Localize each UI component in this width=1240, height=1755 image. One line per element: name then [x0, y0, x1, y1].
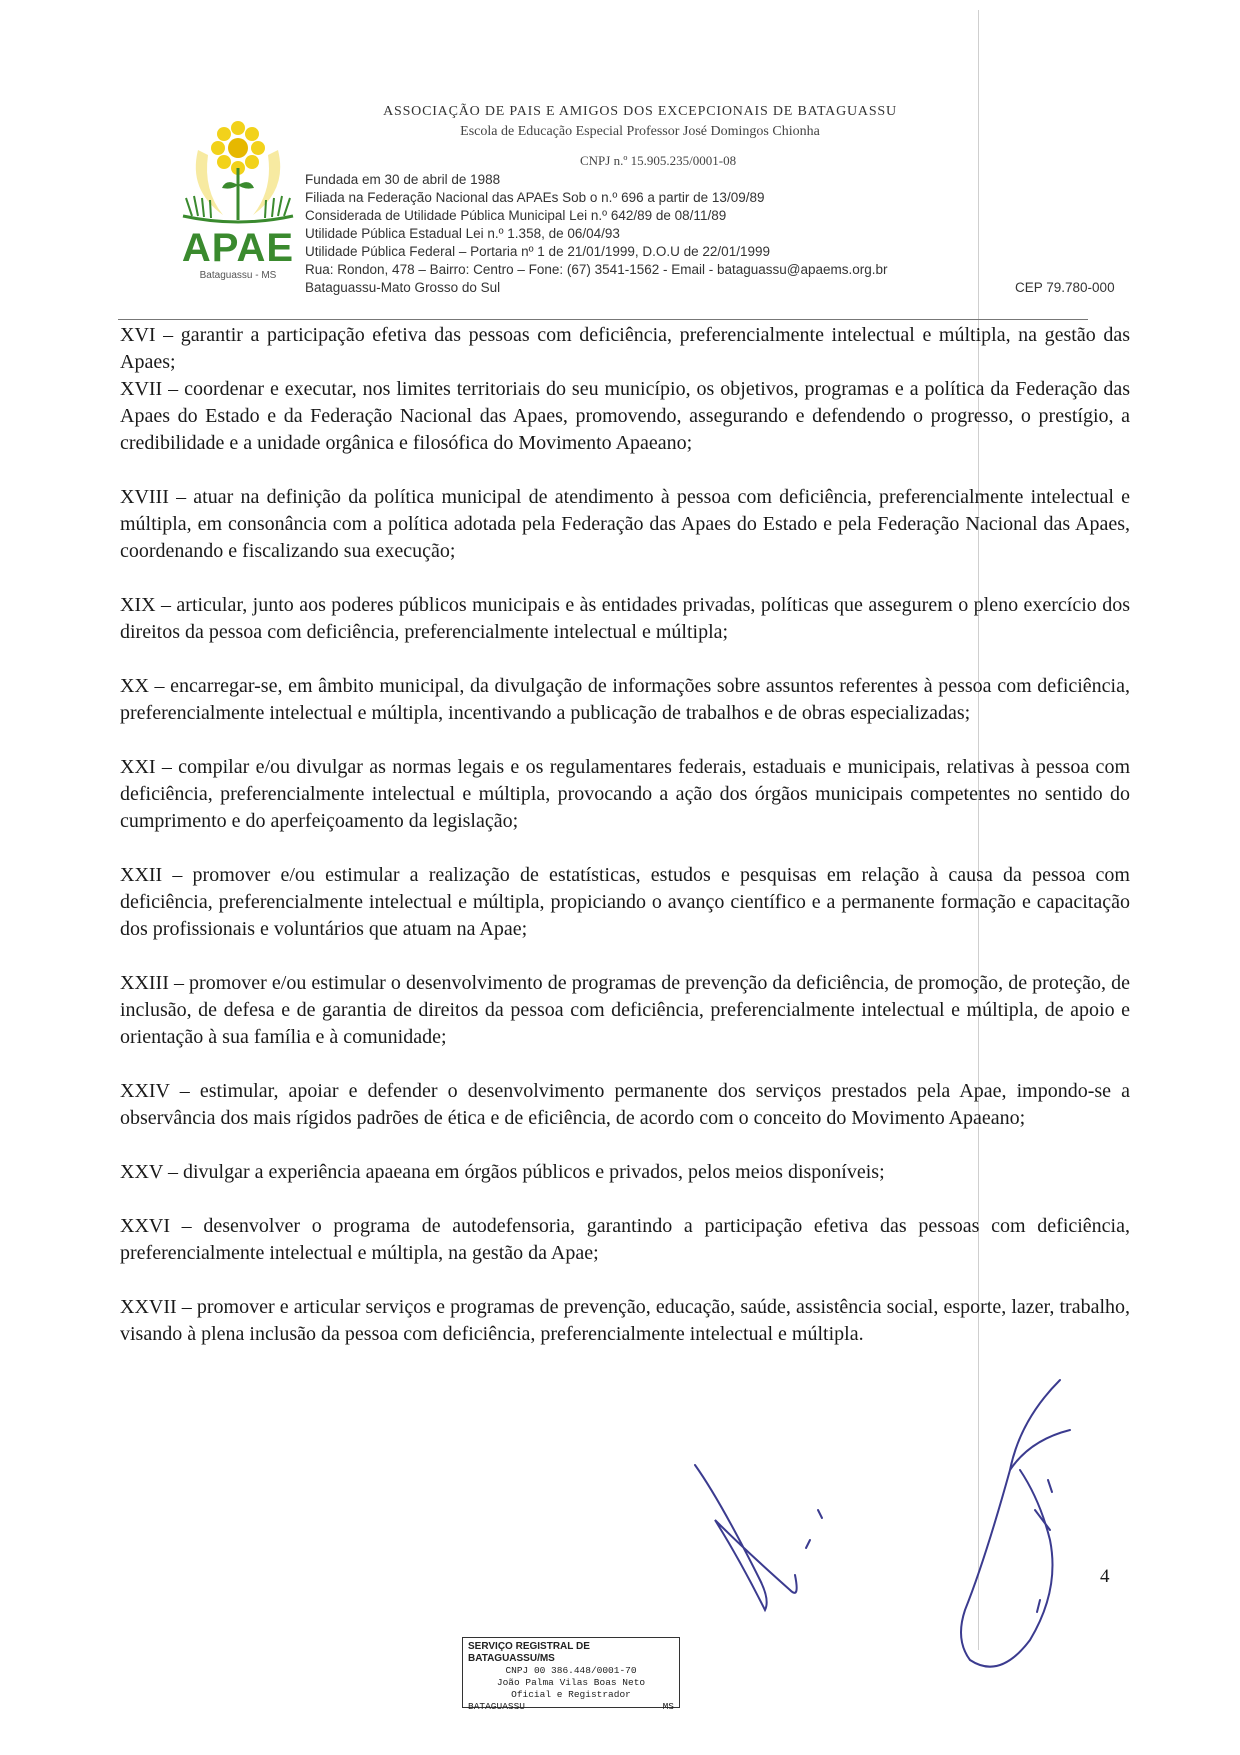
- paragraph-xix: XIX – articular, junto aos poderes públicos municipais e às entidades privadas, políticas que assegurem o pleno exercício dos direitos da pessoa com deficiência, preferencialmente intelectual e múltipla;: [120, 594, 1130, 643]
- info-line: Rua: Rondon, 478 – Bairro: Centro – Fone: (67) 3541-1562 - Email - bataguassu@apaems.org.br: [305, 262, 888, 277]
- paragraph-xxiii: XXIII – promover e/ou estimular o desenvolvimento de programas de prevenção da deficiência, de promoção, de proteção, de inclusão, de defesa e de garantia de direitos da pessoa com deficiência, preferencialmente intelectual e múltipla, de apoio e orientação à sua família e à comunidade;: [120, 972, 1130, 1048]
- cep: CEP 79.780-000: [1015, 280, 1115, 295]
- apae-logo: [178, 120, 298, 288]
- school-name: Escola de Educação Especial Professor José Domingos Chionha: [460, 124, 820, 139]
- city-line: [305, 279, 1115, 297]
- stamp-role: Oficial e Registrador: [511, 1689, 631, 1700]
- paragraph-xxii: XXII – promover e/ou estimular a realização de estatísticas, estudos e pesquisas em relação à causa da pessoa com deficiência, preferencialmente intelectual e múltipla, propiciando o avanço científico e a permanente formação e capacitação dos profissionais e voluntários que atuam na Apae;: [120, 864, 1130, 940]
- stamp-cnpj: CNPJ 00 386.448/0001-70: [505, 1665, 637, 1676]
- stamp-name: João Palma Vilas Boas Neto: [496, 1677, 646, 1688]
- organization-info: [305, 171, 1115, 297]
- document-body: [120, 322, 1130, 1348]
- info-line: Filiada na Federação Nacional das APAEs Sob o n.º 696 a partir de 13/09/89: [305, 190, 765, 205]
- paragraph-xxv: XXV – divulgar a experiência apaeana em órgãos públicos e privados, pelos meios disponíveis;: [120, 1161, 885, 1183]
- paragraph-xxi: XXI – compilar e/ou divulgar as normas legais e os regulamentares federais, estaduais e municipais, relativas à pessoa com deficiência, preferencialmente intelectual e múltipla, provocando a ação dos órgãos municipais competentes no sentido do cumprimento e do aperfeiçoamento da legislação;: [120, 756, 1130, 832]
- paragraph-xxiv: XXIV – estimular, apoiar e defender o desenvolvimento permanente dos serviços prestados pela Apae, impondo-se a observância dos mais rígidos padrões de ética e de eficiência, de acordo com o conceito do Movimento Apaeano;: [120, 1080, 1130, 1129]
- logo-subtitle: Bataguassu - MS: [199, 270, 277, 281]
- stamp-state: MS: [662, 1701, 674, 1712]
- paragraph-xvi: XVI – garantir a participação efetiva das pessoas com deficiência, preferencialmente intelectual e múltipla, na gestão das Apaes;: [120, 324, 1130, 373]
- signature-left: [695, 1465, 822, 1610]
- paragraph-xxvii: XXVII – promover e articular serviços e programas de prevenção, educação, saúde, assistência social, esporte, lazer, trabalho, visando à plena inclusão da pessoa com deficiência, preferencialmente intelectual e múltipla.: [120, 1296, 1130, 1345]
- paragraph-xvii: XVII – coordenar e executar, nos limites territoriais do seu município, os objetivos, programas e a política da Federação das Apaes do Estado e da Federação Nacional das Apaes, promovendo, assegurando e defendendo o progresso, o prestígio, a credibilidade e a unidade orgânica e filosófica do Movimento Apaeano;: [120, 378, 1130, 454]
- info-line: Utilidade Pública Federal – Portaria nº 1 de 21/01/1999, D.O.U de 22/01/1999: [305, 244, 770, 259]
- paragraph-xxvi: XXVI – desenvolver o programa de autodefensoria, garantindo a participação efetiva das pessoas com deficiência, preferencialmente intelectual e múltipla, na gestão da Apae;: [120, 1215, 1130, 1264]
- logo-text: APAE: [181, 226, 295, 270]
- paragraph-xx: XX – encarregar-se, em âmbito municipal, da divulgação de informações sobre assuntos referentes à pessoa com deficiência, preferencialmente intelectual e múltipla, incentivando a publicação de trabalhos e de obras especializadas;: [120, 675, 1130, 724]
- organization-name: ASSOCIAÇÃO DE PAIS E AMIGOS DOS EXCEPCIONAIS DE BATAGUASSU: [383, 104, 897, 119]
- page-number: 4: [1100, 1566, 1110, 1587]
- stamp-title: SERVIÇO REGISTRAL DE BATAGUASSU/MS: [468, 1641, 590, 1664]
- info-line: Considerada de Utilidade Pública Municipal Lei n.º 642/89 de 08/11/89: [305, 208, 727, 223]
- info-line: Fundada em 30 de abril de 1988: [305, 172, 501, 187]
- cnpj: CNPJ n.º 15.905.235/0001-08: [580, 153, 737, 168]
- stamp-city: BATAGUASSU: [468, 1701, 526, 1712]
- flower-hands-icon: [178, 120, 298, 230]
- city: Bataguassu-Mato Grosso do Sul: [305, 280, 501, 295]
- stamp-location: [468, 1701, 674, 1713]
- header-divider: [118, 319, 1088, 320]
- registry-stamp: [462, 1637, 680, 1712]
- paragraph-xviii: XVIII – atuar na definição da política municipal de atendimento à pessoa com deficiência, preferencialmente intelectual e múltipla, em consonância com a política adotada pela Federação das Apaes do Estado e pela Federação Nacional das Apaes, coordenando e fiscalizando sua execução;: [120, 486, 1130, 562]
- info-line: Utilidade Pública Estadual Lei n.º 1.358, de 06/04/93: [305, 226, 620, 241]
